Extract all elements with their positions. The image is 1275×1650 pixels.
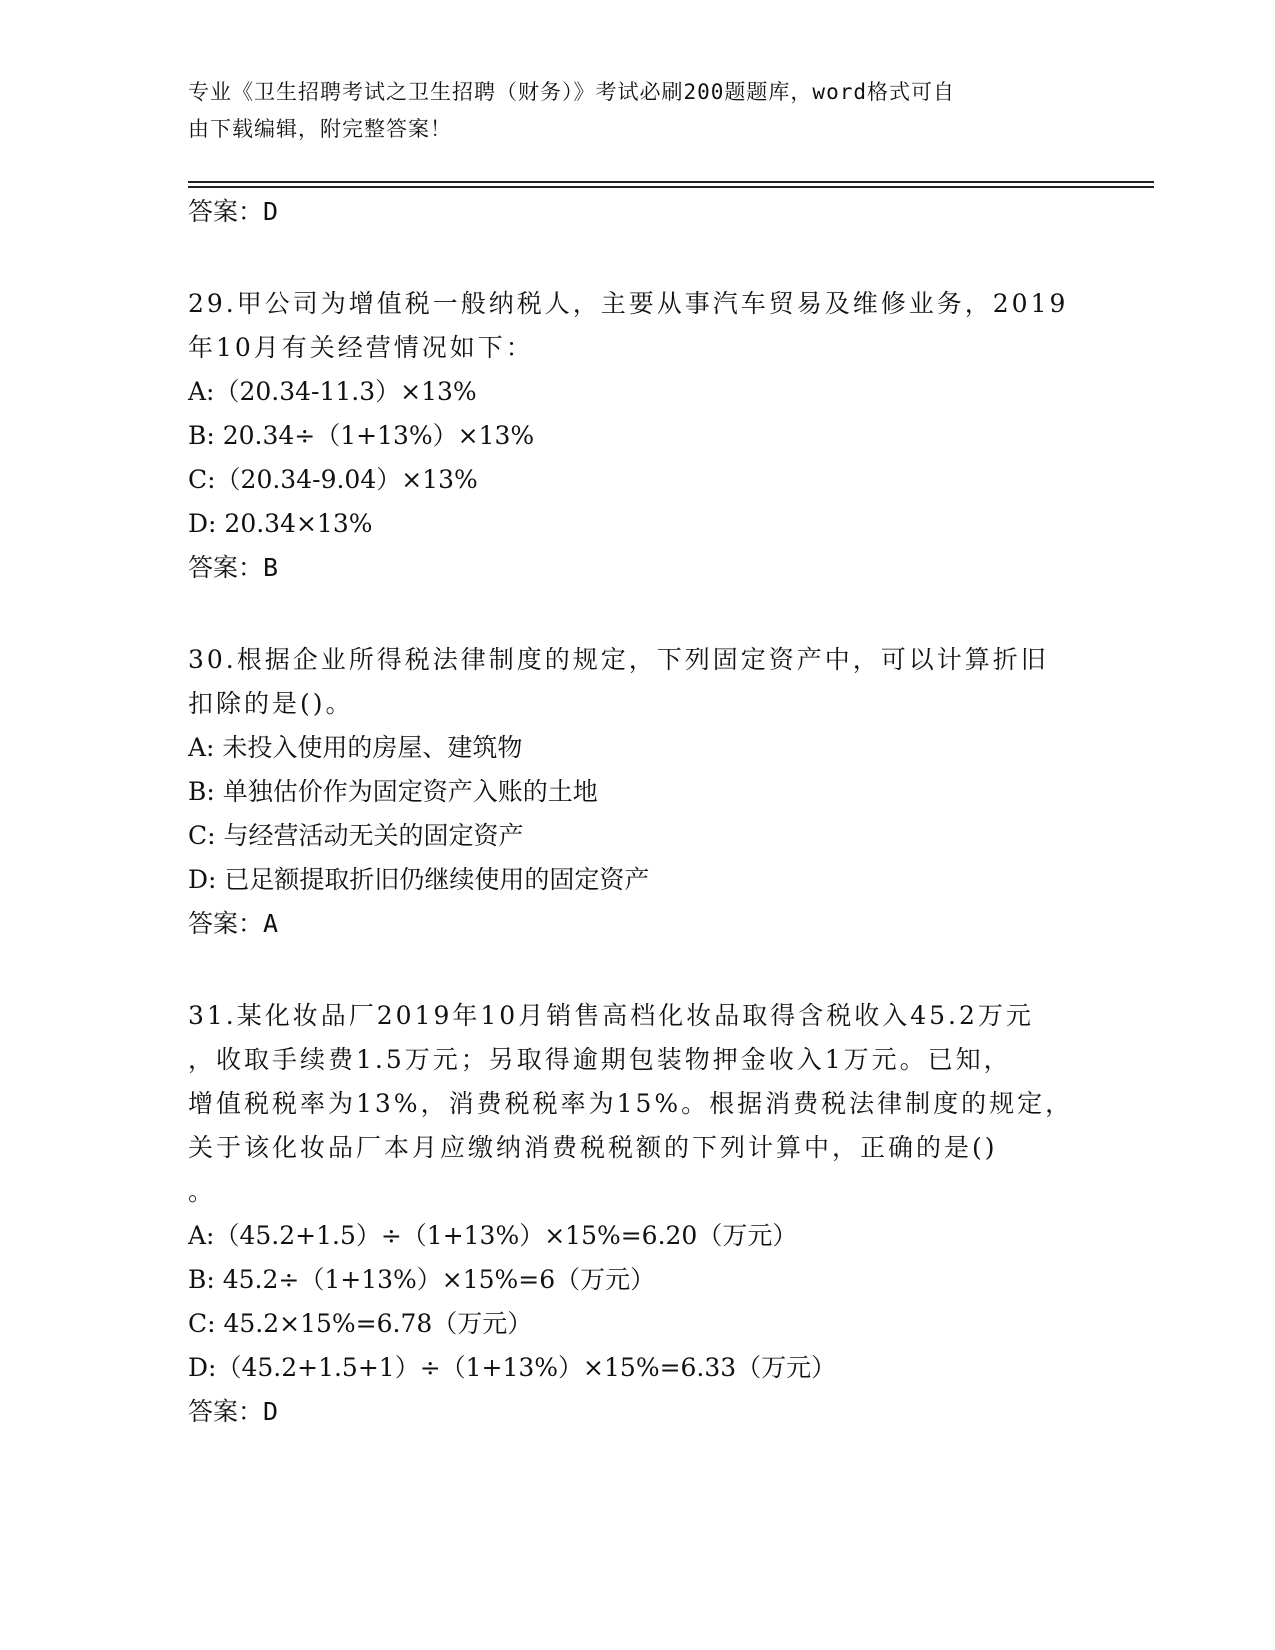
- header-line-1: 专业《卫生招聘考试之卫生招聘（财务）》考试必刷200题题库，word格式可自: [188, 80, 955, 104]
- question-line: 。: [188, 1177, 217, 1206]
- question-list: [188, 190, 1088, 1434]
- option-c: C: 与经营活动无关的固定资产: [188, 821, 524, 850]
- question-line: 关于该化妆品厂本月应缴纳消费税税额的下列计算中，正确的是(): [188, 1133, 998, 1162]
- answer-line: 答案：D: [188, 1397, 279, 1426]
- header-line-2: 由下载编辑，附完整答案！: [188, 117, 452, 141]
- document-header: [188, 74, 1068, 148]
- question-line: 年10月有关经营情况如下：: [188, 333, 534, 362]
- question-line: 扣除的是()。: [188, 689, 354, 718]
- answer-line-previous: 答案：D: [188, 197, 279, 226]
- option-d: D: 20.34×13%: [188, 509, 373, 538]
- question-block-31: [188, 994, 1088, 1434]
- answer-line: 答案：B: [188, 553, 279, 582]
- header-rule-top: [188, 181, 1154, 183]
- question-line: 29.甲公司为增值税一般纳税人，主要从事汽车贸易及维修业务，2019: [188, 289, 1069, 318]
- option-c: C: 45.2×15%=6.78（万元）: [188, 1309, 533, 1338]
- spacer: [188, 590, 1088, 638]
- option-b: B: 45.2÷（1+13%）×15%=6（万元）: [188, 1265, 656, 1294]
- option-a: A:（20.34-11.3）×13%: [188, 377, 477, 406]
- question-text: [188, 994, 1088, 1214]
- option-c: C:（20.34-9.04）×13%: [188, 465, 478, 494]
- option-b: B: 20.34÷（1+13%）×13%: [188, 421, 535, 450]
- option-a: A: 未投入使用的房屋、建筑物: [188, 733, 523, 762]
- option-d: D: 已足额提取折旧仍继续使用的固定资产: [188, 865, 650, 894]
- question-text: [188, 638, 1088, 726]
- answer-line: 答案：A: [188, 909, 279, 938]
- option-a: A:（45.2+1.5）÷（1+13%）×15%=6.20（万元）: [188, 1221, 798, 1250]
- header-rule-bottom: [188, 186, 1154, 188]
- question-line: 31.某化妆品厂2019年10月销售高档化妆品取得含税收入45.2万元: [188, 1001, 1034, 1030]
- question-block-29: [188, 282, 1088, 590]
- question-line: ，收取手续费1.5万元；另取得逾期包装物押金收入1万元。已知，: [188, 1045, 1012, 1074]
- option-b: B: 单独估价作为固定资产入账的土地: [188, 777, 598, 806]
- question-line: 30.根据企业所得税法律制度的规定，下列固定资产中，可以计算折旧: [188, 645, 1049, 674]
- question-line: 增值税税率为13%，消费税税率为15%。根据消费税法律制度的规定，: [188, 1089, 1074, 1118]
- spacer: [188, 946, 1088, 994]
- question-text: [188, 282, 1088, 370]
- spacer: [188, 234, 1088, 282]
- question-block-30: [188, 638, 1088, 946]
- option-d: D:（45.2+1.5+1）÷（1+13%）×15%=6.33（万元）: [188, 1353, 837, 1382]
